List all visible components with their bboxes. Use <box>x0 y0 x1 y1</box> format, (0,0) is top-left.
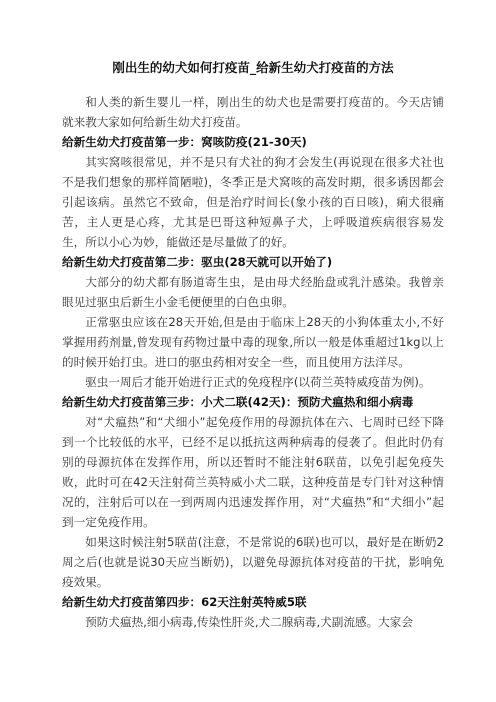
step-2-section <box>62 252 444 392</box>
step-4-section <box>62 592 444 632</box>
step-1-section <box>62 132 444 252</box>
step-2-paragraph-3: 驱虫一周后才能开始进行正式的免疫程序(以荷兰英特威疫苗为例)。 <box>85 375 431 389</box>
step-4-paragraph-1: 预防犬瘟热,细小病毒,传染性肝炎,犬二腺病毒,犬副流感。大家会 <box>85 615 413 629</box>
step-2-heading: 给新生幼犬打疫苗第二步：驱虫(28天就可以开始了) <box>62 255 333 269</box>
document-title: 刚出生的幼犬如何打疫苗_给新生幼犬打疫苗的方法 <box>112 60 394 75</box>
step-3-heading: 给新生幼犬打疫苗第三步：小犬二联(42天)：预防犬瘟热和细小病毒 <box>62 395 414 409</box>
step-4-heading: 给新生幼犬打疫苗第四步：62天注射英特威5联 <box>62 595 307 609</box>
step-3-section <box>62 392 444 592</box>
step-2-paragraph-2: 正常驱虫应该在28天开始,但是由于临床上28天的小狗体重太小,不好掌握用药剂量,曾发现有药物过量中毒的现象,所以一般是体重超过1kg以上的时候开始打虫。进口的驱虫药相对安全一些，而且使用方法洋尽。 <box>62 315 444 369</box>
step-2-paragraph-1: 大部分的幼犬都有肠道寄生虫，是由母犬经胎盘或乳汁感染。我曾亲眼见过驱虫后新生小金毛便便里的白色虫卵。 <box>62 275 444 309</box>
intro-paragraph: 和人类的新生婴儿一样，刚出生的幼犬也是需要打疫苗的。今天店铺就来教大家如何给新生幼犬打疫苗。 <box>62 95 444 129</box>
step-1-paragraph-1: 其实窝咳很常见，并不是只有犬社的狗才会发生(再说现在很多犬社也不是我们想象的那样简陋啦)，冬季正是犬窝咳的高发时期，很多诱因都会引起该病。虽然它不致命，但是治疗时间长(象小孩的百日咳)，痢犬很痛苦，主人更是心疼，尤其是巴哥这种短鼻子犬，上呼吸道疾病很容易发生，所以小心为妙，能做还是尽量做了的好。 <box>62 155 444 249</box>
step-3-paragraph-2: 如果这时候注射5联苗(注意，不是常说的6联)也可以，最好是在断奶2周之后(也就是说30天应当断奶)，以避免母源抗体对疫苗的干扰，影响免疫效果。 <box>62 535 444 589</box>
step-3-paragraph-1: 对“犬瘟热”和“犬细小”起免疫作用的母源抗体在六、七周时已经下降到一个比较低的水平，已经不足以抵抗这两种病毒的侵袭了。但此时仍有别的母源抗体在发挥作用，所以还暂时不能注射6联苗，以免引起免疫失败，此时可在42天注射荷兰英特威小犬二联，这种疫苗是专门针对这种情况的，注射后可以在一到两周内迅速发挥作用，对“犬瘟热”和“犬细小”起到一定免疫作用。 <box>62 415 444 529</box>
step-1-heading: 给新生幼犬打疫苗第一步：窝咳防疫(21-30天) <box>62 135 307 149</box>
